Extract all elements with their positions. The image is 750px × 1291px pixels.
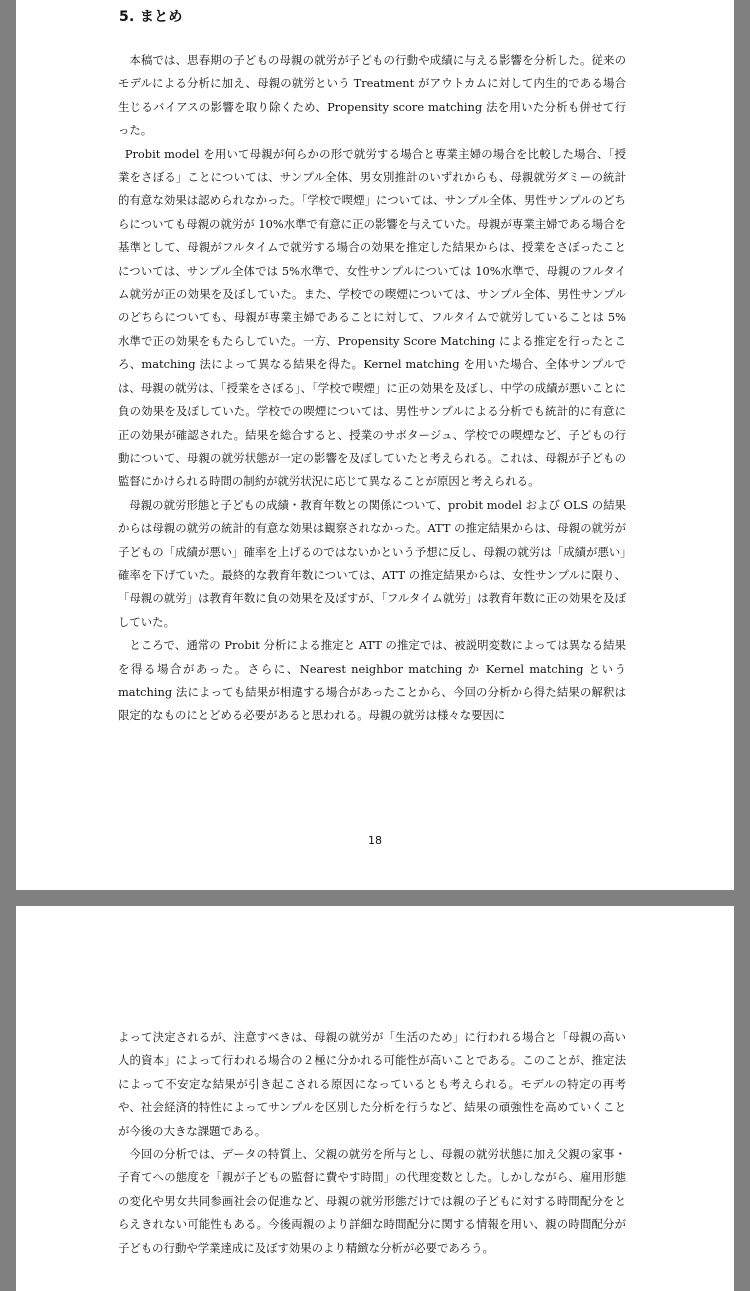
paragraph: よって決定されるが、注意すべきは、母親の就労が「生活のため」に行われる場合と「母親の高い人的資本」によって行われる場合の２極に分かれる可能性が高いことである。このことが、推定法によって不安定な結果が引き起こされる原因になっているとも考えられる。モデルの特定の再考や、社会経済的特性によってサンプルを区別した分析を行うなど、結果の頑強性を高めていくことが今後の大きな課題である。	[118, 1030, 626, 1138]
section-heading: 5. まとめ	[119, 9, 183, 25]
paragraph: ところで、通常の Probit 分析による推定と ATT の推定では、被説明変数によっては異なる結果を得る場合があった。さらに、Nearest neighbor matching か Kernel matching という matching 法によっても結果が相違する場合があったことから、今回の分析から得た結果の解釈は限定的なものにとどめる必要があると思われる。母親の就労は様々な要因に	[118, 638, 626, 723]
page-number: 18	[368, 834, 382, 847]
paragraph: 今回の分析では、データの特質上、父親の就労を所与とし、母親の就労状態に加え父親の家事・子育てへの態度を「親が子どもの監督に費やす時間」の代理変数とした。しかしながら、雇用形態の変化や男女共同参画社会の促進など、母親の就労形態だけでは親の子どもに対する時間配分をとらえきれない可能性もある。今後両親のより詳細な時間配分に関する情報を用い、親の時間配分が子どもの行動や学業達成に及ぼす効果のより精緻な分析が必要であろう。	[118, 1147, 626, 1255]
paragraph: 本稿では、思春期の子どもの母親の就労が子どもの行動や成績に与える影響を分析した。従来のモデルによる分析に加え、母親の就労という Treatment がアウトカムに対して内生的である場合生じるバイアスの影響を取り除くため、Propensity score matching 法を用いた分析も併せて行った。	[118, 53, 626, 138]
document-page-2	[16, 906, 734, 1291]
document-page-1	[16, 0, 734, 890]
page-1-body-text	[118, 49, 626, 728]
paragraph: Probit model を用いて母親が何らかの形で就労する場合と専業主婦の場合を比較した場合、「授業をさぼる」ことについては、サンプル全体、男女別推計のいずれからも、母親就労ダミーの統計的有意な効果は認められなかった。「学校で喫煙」については、サンプル全体、男性サンプルのどちらについても母親の就労が 10%水準で有意に正の影響を与えていた。母親が専業主婦である場合を基準として、母親がフルタイムで就労する場合の効果を推定した結果からは、授業をさぼったことについては、サンプル全体では 5%水準で、女性サンプルについては 10%水準で、母親のフルタイム就労が正の効果を及ぼしていた。また、学校での喫煙については、サンプル全体、男性サンプルのどちらについても、母親が専業主婦であることに対して、フルタイムで就労していることは 5%水準で正の効果をもたらしていた。一方、Propensity Score Matching による推定を行ったところ、matching 法によって異なる結果を得た。Kernel matching を用いた場合、全体サンプルでは、母親の就労は、「授業をさぼる」、「学校で喫煙」に正の効果を及ぼし、中学の成績が悪いことに負の効果を及ぼしていた。学校での喫煙については、男性サンプルによる分析でも統計的に有意に正の効果が確認された。結果を総合すると、授業のサボタージュ、学校での喫煙など、子どもの行動について、母親の就労状態が一定の影響を及ぼしていたと考えられる。これは、母親が子どもの監督にかけられる時間の制約が就労状況に応じて異なることが原因と考えられる。	[118, 146, 626, 489]
page-2-body-text	[118, 1026, 626, 1260]
paragraph: 母親の就労形態と子どもの成績・教育年数との関係について、probit model および OLS の結果からは母親の就労の統計的有意な効果は観察されなかった。ATT の推定結果からは、母親の就労が子どもの「成績が悪い」確率を上げるのではないかという予想に反し、母親の就労は「成績が悪い」確率を下げていた。最終的な教育年数については、ATT の推定結果からは、女性サンプルに限り、「母親の就労」は教育年数に負の効果を及ぼすが、「フルタイム就労」は教育年数に正の効果を及ぼしていた。	[118, 497, 626, 629]
